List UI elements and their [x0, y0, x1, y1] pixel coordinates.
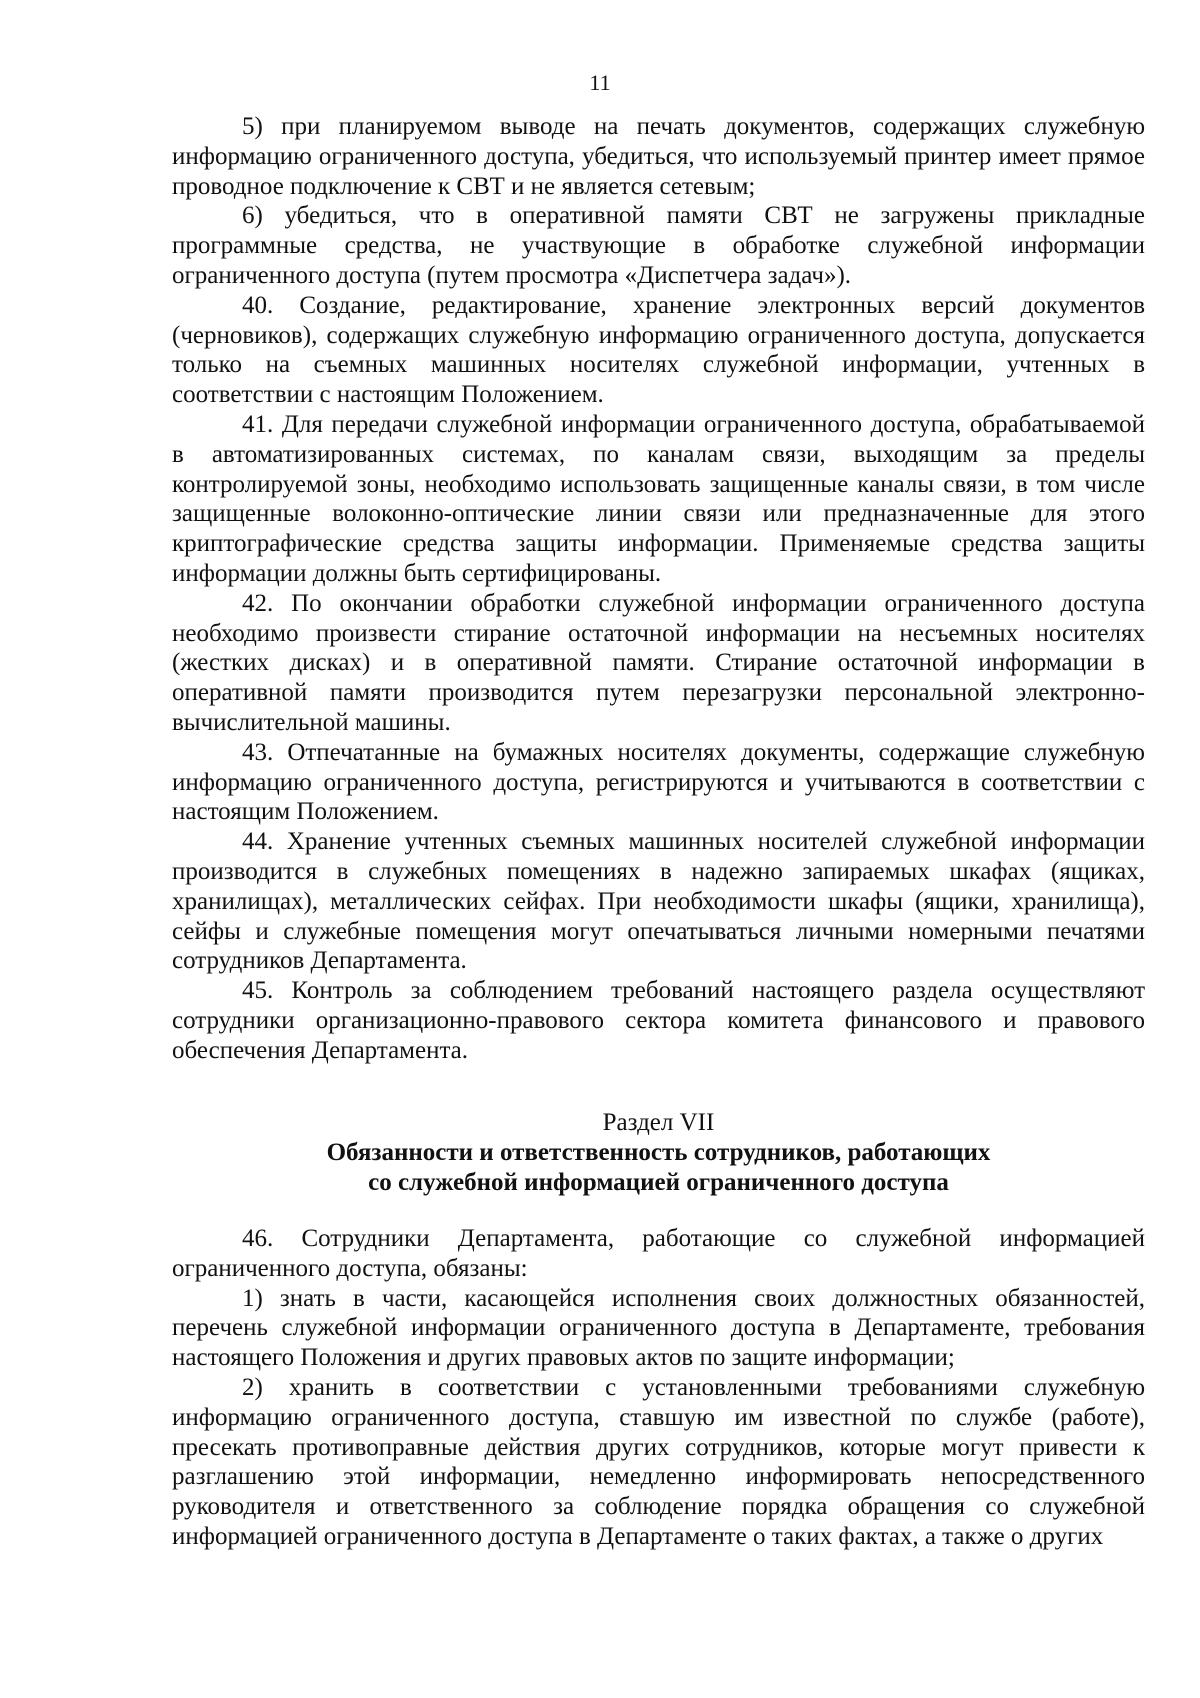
section-heading: [172, 1108, 1145, 1198]
paragraph-clause-41: 41. Для передачи служебной информации ограниченного доступа, обрабатываемой в автоматизированных системах, по каналам связи, выходящим за пределы контролируемой зоны, необходимо использовать защищенные каналы связи, в том числе защищенные волоконно-оптические линии связи или предназначенные для этого криптографические средства защиты информации. Применяемые средства защиты информации должны быть сертифицированы.: [172, 410, 1145, 587]
paragraph-clause-46: 46. Сотрудники Департамента, работающие со служебной информацией ограниченного доступа, обязаны:: [172, 1225, 1145, 1282]
paragraph-item-6: 6) убедиться, что в оперативной памяти СВТ не загружены прикладные программные средства, не участвующие в обработке служебной информации ограниченного доступа (путем просмотра «Диспетчера задач»).: [172, 202, 1145, 289]
section-number: Раздел VII: [602, 1109, 715, 1136]
section-body: [172, 1224, 1145, 1552]
section-title-line-1: Обязанности и ответственность сотрудников, работающих: [326, 1139, 991, 1166]
paragraph-subitem-2: 2) хранить в соответствии с установленными требованиями служебную информацию ограниченного доступа, ставшую им известной по службе (работе), пресекать противоправные действия других сотрудников, которые могут привести к разглашению этой информации, немедленно информировать непосредственного руководителя и ответственного за соблюдение порядка обращения со служебной информацией ограниченного доступа в Департаменте о таких фактах, а также о других: [172, 1373, 1145, 1550]
paragraph-clause-45: 45. Контроль за соблюдением требований настоящего раздела осуществляют сотрудники организационно-правового сектора комитета финансового и правового обеспечения Департамента.: [172, 977, 1145, 1064]
paragraph-clause-42: 42. По окончании обработки служебной информации ограниченного доступа необходимо произвести стирание остаточной информации на несъемных носителях (жестких дисках) и в оперативной памяти. Стирание остаточной информации в оперативной памяти производится путем перезагрузки персональной электронно-вычислительной машины.: [172, 589, 1145, 736]
paragraph-clause-40: 40. Создание, редактирование, хранение электронных версий документов (черновиков), содержащих служебную информацию ограниченного доступа, допускается только на съемных машинных носителях служебной информации, учтенных в соответствии с настоящим Положением.: [172, 291, 1145, 409]
paragraph-clause-44: 44. Хранение учтенных съемных машинных носителей служебной информации производится в служебных помещениях в надежно запираемых шкафах (ящиках, хранилищах), металлических сейфах. При необходимости шкафы (ящики, хранилища), сейфы и служебные помещения могут опечатываться личными номерными печатями сотрудников Департамента.: [172, 828, 1145, 975]
page-number: 11: [589, 70, 611, 95]
paragraph-item-5: 5) при планируемом выводе на печать документов, содержащих служебную информацию ограниченного доступа, убедиться, что используемый принтер имеет прямое проводное подключение к СВТ и не является сетевым;: [172, 113, 1145, 200]
section-title-line-2: со служебной информацией ограниченного доступа: [368, 1169, 949, 1196]
paragraph-clause-43: 43. Отпечатанные на бумажных носителях документы, содержащие служебную информацию ограниченного доступа, регистрируются и учитываются в соответствии с настоящим Положением.: [172, 738, 1145, 826]
paragraph-subitem-1: 1) знать в части, касающейся исполнения своих должностных обязанностей, перечень служебной информации ограниченного доступа в Департаменте, требования настоящего Положения и других правовых актов по защите информации;: [172, 1284, 1145, 1372]
document-body: [172, 112, 1145, 1066]
